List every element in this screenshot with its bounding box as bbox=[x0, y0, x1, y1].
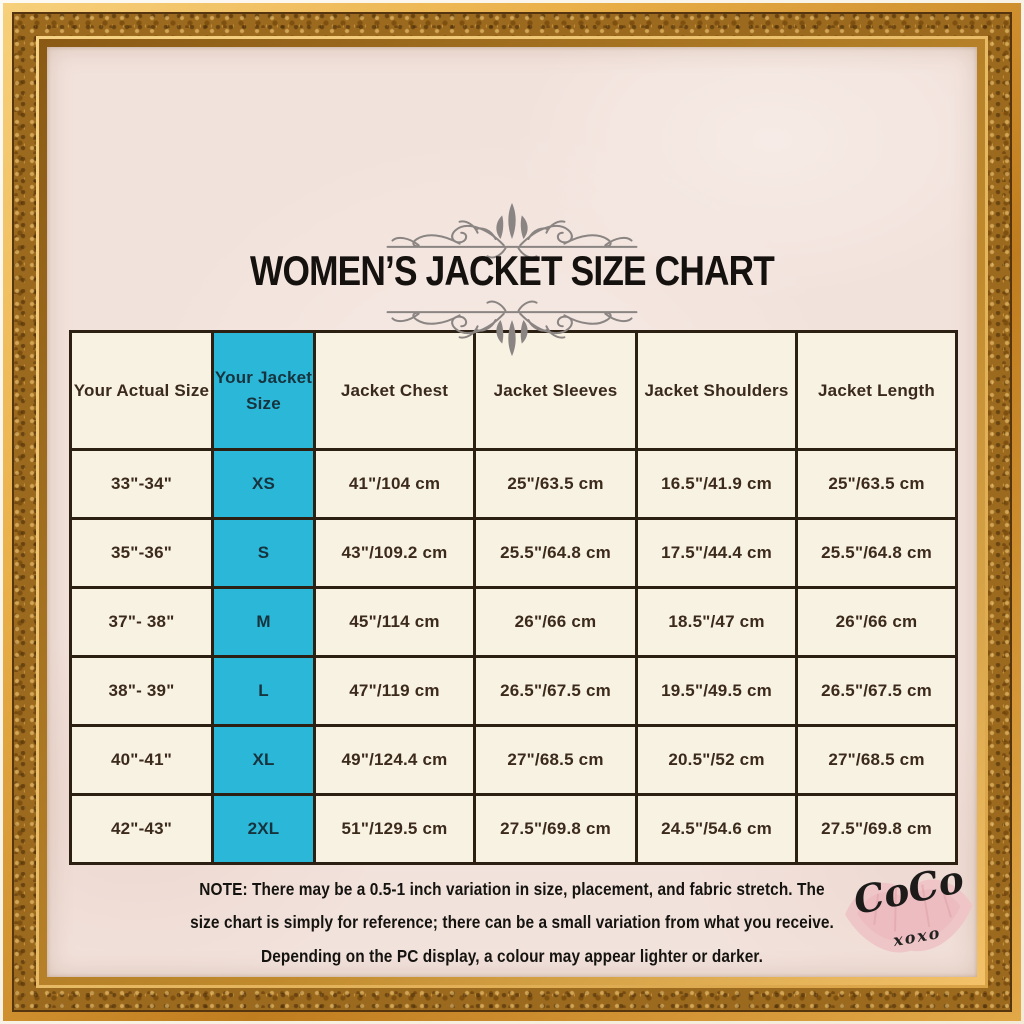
table-cell: 27"/68.5 cm bbox=[797, 726, 957, 795]
table-cell: 27.5"/69.8 cm bbox=[475, 795, 637, 864]
table-cell: 25.5"/64.8 cm bbox=[475, 519, 637, 588]
table-cell: 20.5"/52 cm bbox=[637, 726, 797, 795]
frame-dark-line bbox=[12, 12, 1012, 1012]
table-cell: 25"/63.5 cm bbox=[797, 450, 957, 519]
table-cell: 38"- 39" bbox=[71, 657, 213, 726]
table-cell: 49"/124.4 cm bbox=[315, 726, 475, 795]
frame-inner-bevel bbox=[39, 39, 985, 985]
table-cell: 51"/129.5 cm bbox=[315, 795, 475, 864]
table-cell: 42"-43" bbox=[71, 795, 213, 864]
table-cell-size: XL bbox=[213, 726, 315, 795]
table-row-xs bbox=[71, 450, 957, 519]
frame-texture-band bbox=[14, 14, 1010, 1010]
table-row-2xl bbox=[71, 795, 957, 864]
table-cell-size: M bbox=[213, 588, 315, 657]
size-chart-table bbox=[69, 330, 958, 865]
table-cell: 16.5"/41.9 cm bbox=[637, 450, 797, 519]
table-cell: 26"/66 cm bbox=[475, 588, 637, 657]
table-cell-size: XS bbox=[213, 450, 315, 519]
table-row-xl bbox=[71, 726, 957, 795]
table-cell-size: S bbox=[213, 519, 315, 588]
frame-outer-bevel bbox=[3, 3, 1021, 1021]
brand-logo bbox=[839, 853, 977, 973]
table-cell: 25.5"/64.8 cm bbox=[797, 519, 957, 588]
table-cell: 26.5"/67.5 cm bbox=[475, 657, 637, 726]
table-cell: 33"-34" bbox=[71, 450, 213, 519]
table-cell-size: 2XL bbox=[213, 795, 315, 864]
table-cell: 27"/68.5 cm bbox=[475, 726, 637, 795]
table-cell: 45"/114 cm bbox=[315, 588, 475, 657]
table-cell: 27.5"/69.8 cm bbox=[797, 795, 957, 864]
table-cell: 17.5"/44.4 cm bbox=[637, 519, 797, 588]
chart-paper bbox=[47, 47, 977, 977]
header-jacket-length: Jacket Length bbox=[797, 332, 957, 450]
header-jacket-sleeves: Jacket Sleeves bbox=[475, 332, 637, 450]
brand-name: CoCo bbox=[849, 855, 968, 924]
table-row-l bbox=[71, 657, 957, 726]
table-cell-size: L bbox=[213, 657, 315, 726]
table-row-s bbox=[71, 519, 957, 588]
table-cell: 25"/63.5 cm bbox=[475, 450, 637, 519]
table-cell: 41"/104 cm bbox=[315, 450, 475, 519]
table-cell: 37"- 38" bbox=[71, 588, 213, 657]
table-cell: 40"-41" bbox=[71, 726, 213, 795]
frame-gold-line bbox=[36, 36, 988, 988]
table-cell: 24.5"/54.6 cm bbox=[637, 795, 797, 864]
header-your-jacket-size: Your Jacket Size bbox=[213, 332, 315, 450]
table-row-m bbox=[71, 588, 957, 657]
table-cell: 18.5"/47 cm bbox=[637, 588, 797, 657]
table-cell: 26"/66 cm bbox=[797, 588, 957, 657]
header-your-actual-size: Your Actual Size bbox=[71, 332, 213, 450]
table-cell: 43"/109.2 cm bbox=[315, 519, 475, 588]
brand-tagline: xoxo bbox=[891, 922, 943, 951]
header-jacket-chest: Jacket Chest bbox=[315, 332, 475, 450]
page-title: WOMEN’S JACKET SIZE CHART bbox=[250, 247, 774, 294]
flourish-bottom-icon bbox=[381, 298, 643, 364]
note-text: NOTE: There may be a 0.5-1 inch variation in size, placement, and fabric stretch. The size chart is simply for reference; there can be a small variation from what you receive. Depending on the PC display, a colour may appear lighter or darker. bbox=[190, 879, 834, 966]
header-jacket-shoulders: Jacket Shoulders bbox=[637, 332, 797, 450]
table-cell: 35"-36" bbox=[71, 519, 213, 588]
table-cell: 47"/119 cm bbox=[315, 657, 475, 726]
table-cell: 26.5"/67.5 cm bbox=[797, 657, 957, 726]
table-cell: 19.5"/49.5 cm bbox=[637, 657, 797, 726]
